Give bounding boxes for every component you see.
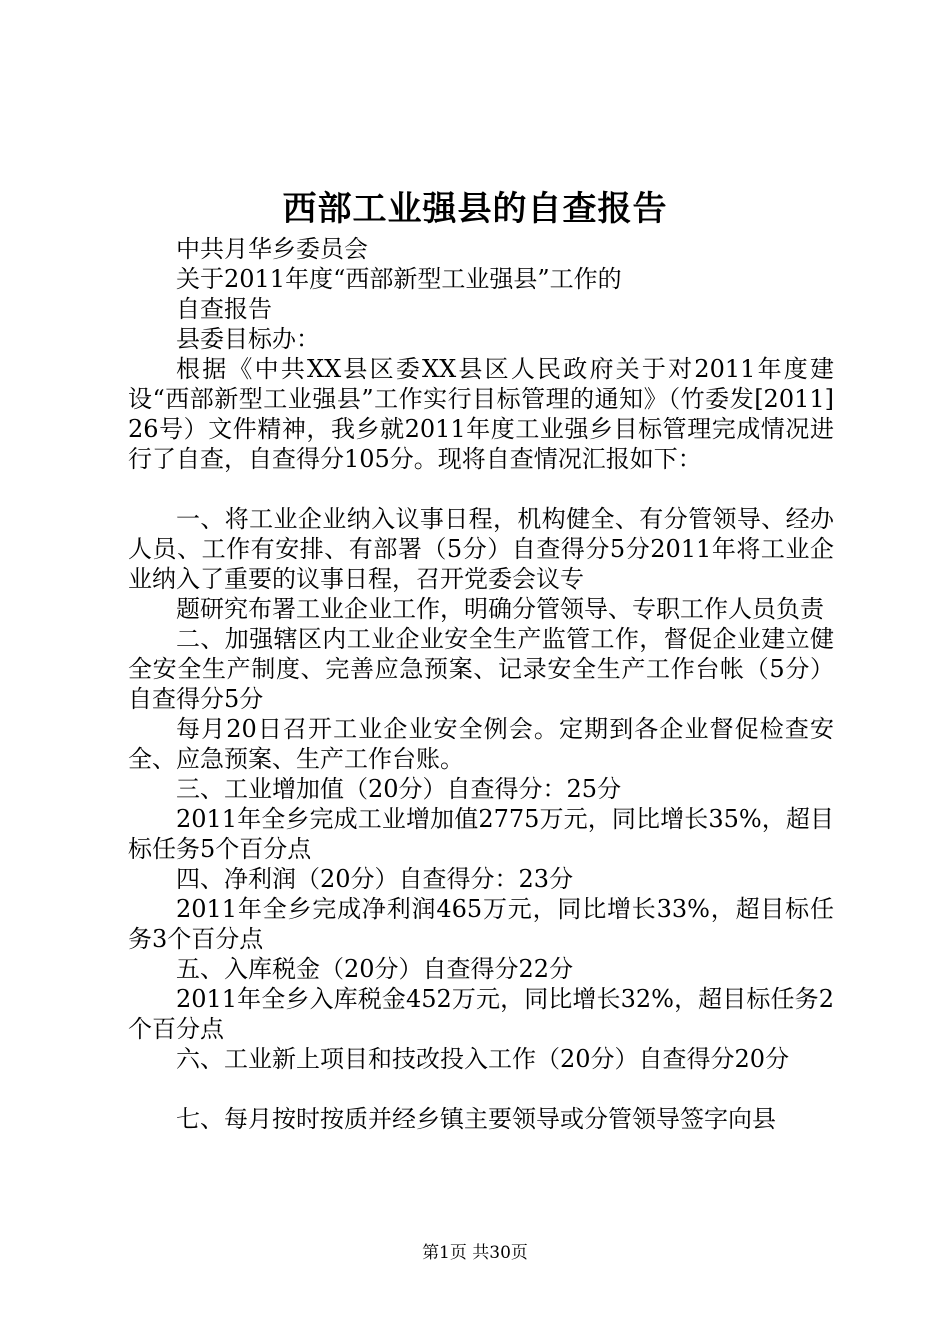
paragraph-introduction: 根据《中共XX县区委XX县区人民政府关于对2011年度建设“西部新型工业强县”工作实行目标管理的通知》（竹委发[2011]26号）文件精神，我乡就2011年度工业强乡目标管理完成情况进行了自查，自查得分105分。现将自查情况汇报如下： xyxy=(128,355,834,473)
paragraph-section-5-detail: 2011年全乡入库税金452万元，同比增长32%，超目标任务2个百分点 xyxy=(128,985,834,1043)
page-number-footer: 第1页 共30页 xyxy=(422,1243,528,1263)
paragraph-section-7: 七、每月按时按质并经乡镇主要领导或分管领导签字向县 xyxy=(176,1105,776,1133)
paragraph-section-1: 一、将工业企业纳入议事日程，机构健全、有分管领导、经办人员、工作有安排、有部署（5分）自查得分5分2011年将工业企业纳入了重要的议事日程，召开党委会议专 xyxy=(128,505,834,593)
paragraph-committee: 中共月华乡委员会 xyxy=(176,235,368,263)
paragraph-section-3: 三、工业增加值（20分）自查得分：25分 xyxy=(176,775,622,803)
paragraph-report-title: 自查报告 xyxy=(176,295,272,323)
document-title: 西部工业强县的自查报告 xyxy=(282,189,668,229)
paragraph-addressee: 县委目标办： xyxy=(176,325,320,353)
paragraph-section-6: 六、工业新上项目和技改投入工作（20分）自查得分20分 xyxy=(176,1045,790,1073)
document-body xyxy=(128,234,834,1134)
paragraph-section-1-continued: 题研究布署工业企业工作，明确分管领导、专职工作人员负责 xyxy=(176,595,824,623)
paragraph-section-5: 五、入库税金（20分）自查得分22分 xyxy=(176,955,574,983)
paragraph-spacer xyxy=(128,1074,834,1104)
paragraph-section-2-detail: 每月20日召开工业企业安全例会。定期到各企业督促检查安全、应急预案、生产工作台账。 xyxy=(128,715,834,773)
paragraph-spacer xyxy=(128,474,834,504)
paragraph-subject: 关于2011年度“西部新型工业强县”工作的 xyxy=(176,265,622,293)
paragraph-section-2: 二、加强辖区内工业企业安全生产监管工作，督促企业建立健全安全生产制度、完善应急预案、记录安全生产工作台帐（5分）自查得分5分 xyxy=(128,625,834,713)
paragraph-section-3-detail: 2011年全乡完成工业增加值2775万元，同比增长35%，超目标任务5个百分点 xyxy=(128,805,834,863)
paragraph-section-4-detail: 2011年全乡完成净利润465万元，同比增长33%，超目标任务3个百分点 xyxy=(128,895,834,953)
paragraph-section-4: 四、净利润（20分）自查得分：23分 xyxy=(176,865,574,893)
